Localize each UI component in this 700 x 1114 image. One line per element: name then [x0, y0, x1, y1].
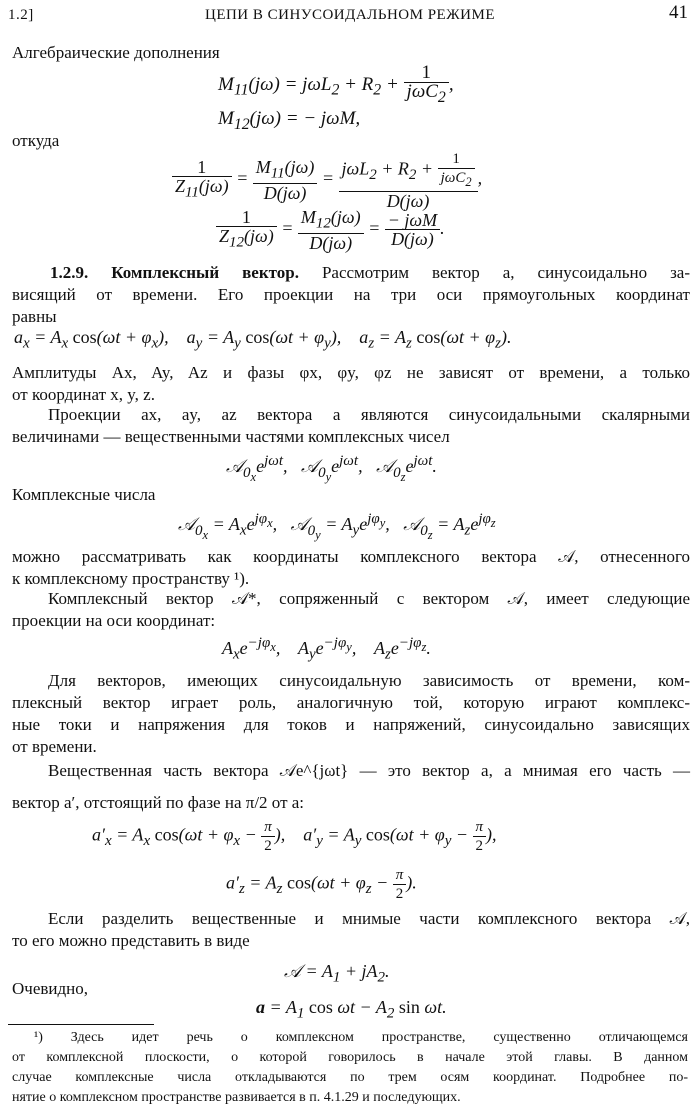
paragraph-6: Комплексный вектор 𝒜*, сопряженный с вектором 𝒜, имеет следующие проекции на оси координат:: [12, 589, 690, 630]
equation-aprime-z: $a'_z = A_z$ $\cos(\omega t + \varphi_z$ − $\frac{\pi}{2}$ ).: [226, 867, 417, 902]
paragraph-9: Если разделить вещественные и мнимые части комплексного вектора 𝒜, то его можно представить в виде: [12, 909, 690, 950]
paragraph-7: Для векторов, имеющих синусоидальную зависимость от времени, ком- плексный вектор играет роль, аналогичную той, которую играют комплекс- ные токи и напряжения для токов и напряжений, синусоидально зависящих от времени.: [12, 671, 690, 756]
paragraph-3: Проекции ax, ay, az вектора a являются синусоидальными скалярными величинами — вещественными частями комплексных чисел: [12, 405, 690, 446]
equation-projections: $a_x = A_x$ $\cos(\omega t + \varphi_x)$, $a_y = A_y$ $\cos(\omega t + \varphi_y)$, $a_z = A_z$ $\cos(\omega t + \varphi_z)$.: [14, 327, 512, 352]
equation-z12: $\frac{1}{Z_{12}(j\omega)}$ = $\frac{M_{12}(j\omega)}{D(j\omega)}$ = $\frac{\text{− jωM}}{D(j\omega)}$ .: [216, 208, 445, 252]
equation-final: $a = A_1$ $\cos \omega t - A_2$ sin ωt.: [256, 997, 447, 1022]
section-heading: 1.2.9. Комплексный вектор.: [50, 263, 299, 282]
equation-conjugate: $A_xe^{-j\varphi_x}$, $A_ye^{-j\varphi_y}$, $A_ze^{-j\varphi_z}$.: [222, 635, 431, 663]
footnote: ¹) Здесь идет речь о комплексном пространстве, существенно отличающемся от комплексной плоскости, о которой говорилось в начале этой главы. В данном случае комплексные числа откладываются по трем осям координат. Подробнее по- нятие о комплексном пространстве развивается в п. 4.1.29 и последующих.: [12, 1030, 688, 1105]
equation-m12: $M_{12}(j\omega)$ = − jωM,: [218, 108, 361, 133]
running-title: ЦЕПИ В СИНУСОИДАЛЬНОМ РЕЖИМЕ: [204, 7, 495, 23]
paragraph-4: Комплексные числа: [12, 485, 156, 504]
equation-aprime-xy: $a'_x = A_x$ $\cos(\omega t + \varphi_x$ − $\frac{\pi}{2}$ ), $a'_y = A_y$ $\cos(\omega t + \varphi_y$ − $\frac{\pi}{2}$ ),: [92, 819, 497, 854]
page-number: 41: [669, 2, 688, 23]
paragraph-alg: Алгебраические дополнения: [12, 43, 220, 62]
paragraph-10: Очевидно,: [12, 979, 88, 998]
equation-complex-def: 𝒜$_{0_x}$ = $A_xe^{j\varphi_x}$, 𝒜$_{0_y}$ = $A_ye^{j\varphi_y}$, 𝒜$_{0_z}$ = $A_ze^{j\varphi_z}$: [178, 511, 496, 542]
paragraph-5: можно рассматривать как координаты комплексного вектора 𝒜, отнесенного к комплексному пространству ¹).: [12, 547, 690, 588]
footnote-divider: [8, 1024, 154, 1025]
section-number: 1.2]: [8, 7, 34, 23]
paragraph-otkuda: откуда: [12, 131, 60, 150]
equation-split: 𝒜 = $A_1 + jA_2$.: [284, 961, 390, 986]
paragraph-1: 1.2.9. Комплексный вектор. Рассмотрим вектор a, синусоидально за- висящий от времени. Его проекции на три оси прямоугольных координат равны: [12, 263, 690, 326]
paragraph-2: Амплитуды Ax, Ay, Az и фазы φx, φy, φz не зависят от времени, а только от координат x, y, z.: [12, 363, 690, 404]
equation-complex-list: $𝒜_{0_x}e^{j\omega t}$, $𝒜_{0_y}e^{j\omega t}$, $𝒜_{0_z}e^{j\omega t}$.: [226, 453, 437, 484]
equation-m11: $M_{11}(j\omega) = j\omega L_2 + R_2$ + $\frac{1}{j\omega C_2}$ ,: [218, 62, 454, 106]
paragraph-8: Вещественная часть вектора 𝒜e^{jωt} — это вектор a, а мнимая его часть — вектор a′, отстоящий по фазе на π/2 от a:: [12, 761, 690, 812]
equation-z11: $\frac{1}{Z_{11}(j\omega)}$ = $\frac{M_{11}(j\omega)}{D(j\omega)}$ = $j\omega L_2 + R_2$ + $\frac{1}{j\omega C_2}$ D(jω) ,: [172, 150, 482, 210]
